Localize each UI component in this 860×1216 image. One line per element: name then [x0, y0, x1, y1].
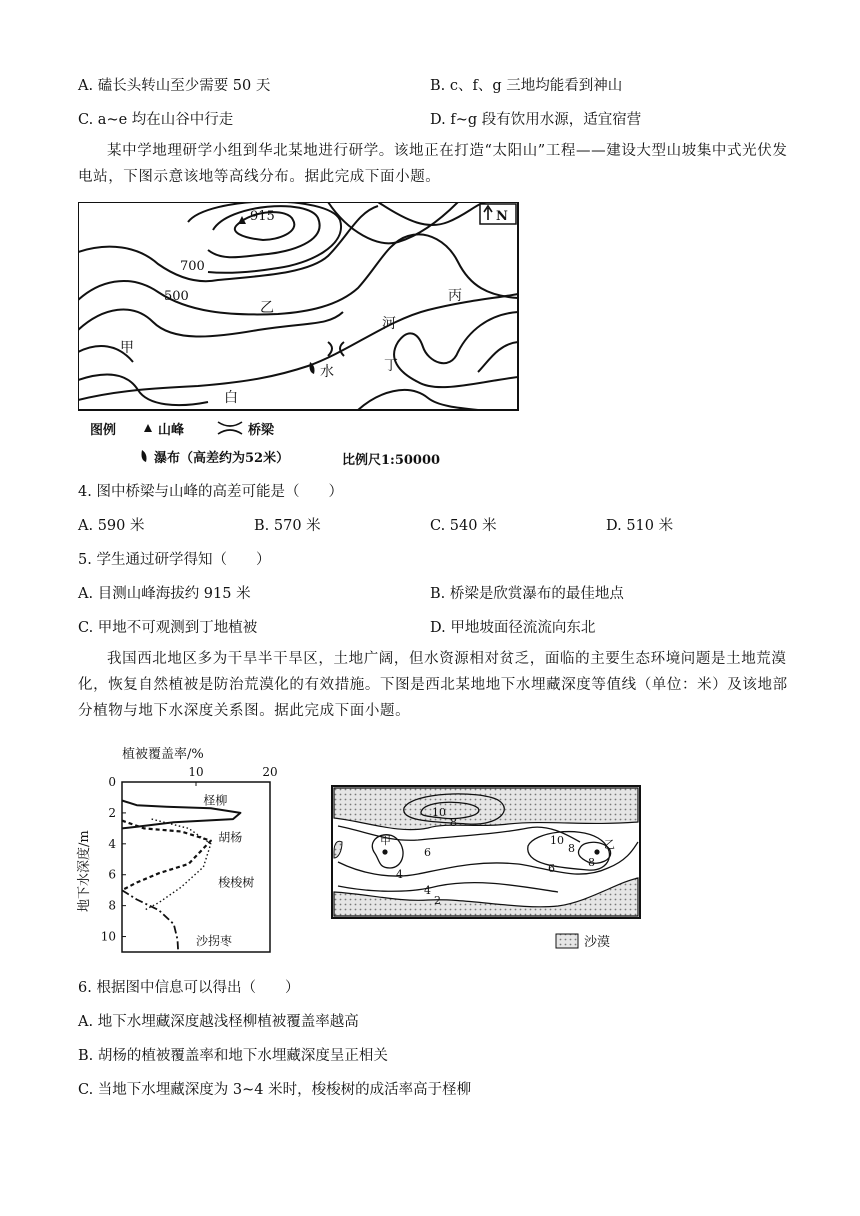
legend-waterfall: 瀑布（高差约为52米）	[154, 451, 290, 466]
vegetation-chart	[74, 742, 284, 956]
series-line	[122, 890, 178, 952]
q5-option-d[interactable]: D. 甲地坡面径流流向东北	[430, 620, 596, 636]
contour-map	[78, 202, 528, 472]
legend-waterfall-icon	[142, 450, 147, 462]
y-tick-label: 0	[108, 775, 116, 789]
q4-option-a[interactable]: A. 590 米	[78, 518, 145, 534]
vegetation-chart-figure	[74, 742, 284, 960]
groundwater-map	[328, 782, 658, 962]
isoline-label: 10	[550, 834, 564, 847]
x-tick-label: 10	[188, 765, 204, 779]
series-label: 胡杨	[218, 830, 243, 845]
intro-paragraph-2: 我国西北地区多为干旱半干旱区，土地广阔，但水资源相对贫乏，面临的主要生态环境问题是土地荒漠化，恢复自然植被是防治荒漠化的有效措施。下图是西北某地地下水埋藏深度等值线（单位：米）及该地部分植物与地下水深度关系图。据此完成下面小题。	[78, 651, 788, 719]
series-label: 柽柳	[203, 793, 228, 808]
contour-map-figure	[78, 202, 528, 476]
point-jia-label: 甲	[380, 834, 391, 847]
q6-option-a[interactable]: A. 地下水埋藏深度越浅柽柳植被覆盖率越高	[78, 1014, 359, 1030]
isoline-label: 8	[568, 842, 575, 855]
option-d[interactable]: D. f~g 段有饮用水源，适宜宿营	[430, 112, 642, 128]
q5-option-c[interactable]: C. 甲地不可观测到丁地植被	[78, 620, 258, 636]
chart-y-label: 地下水深度/m	[77, 830, 92, 912]
legend-desert-label: 沙漠	[584, 935, 611, 950]
point-yi: 乙	[260, 300, 274, 316]
legend-peak: 山峰	[158, 423, 185, 438]
legend-bridge-icon	[218, 422, 242, 434]
point-yi-label: 乙	[604, 838, 615, 851]
isoline-label: 8	[588, 856, 595, 869]
point-yi-dot	[594, 849, 599, 854]
point-bing: 丙	[448, 288, 462, 304]
river-label-he: 河	[382, 316, 396, 332]
intro-paragraph-1: 某中学地理研学小组到华北某地进行研学。该地正在打造“太阳山”工程——建设大型山坡集中式光伏发电站，下图示意该地等高线分布。据此完成下面小题。	[78, 143, 788, 185]
question-4-stem: 4. 图中桥梁与山峰的高差可能是（ ）	[78, 484, 343, 500]
legend-title: 图例	[90, 423, 117, 438]
q6-option-c[interactable]: C. 当地下水埋藏深度为 3~4 米时，梭梭树的成活率高于柽柳	[78, 1082, 472, 1098]
river-label-bai: 白	[224, 390, 238, 406]
x-tick-label: 20	[262, 765, 278, 779]
q5-option-b[interactable]: B. 桥梁是欣赏瀑布的最佳地点	[430, 586, 624, 602]
y-tick-label: 2	[108, 805, 116, 820]
q6-option-b[interactable]: B. 胡杨的植被覆盖率和地下水埋藏深度呈正相关	[78, 1048, 388, 1064]
question-5-stem: 5. 学生通过研学得知（ ）	[78, 552, 271, 568]
point-jia-dot	[382, 849, 387, 854]
point-jia: 甲	[120, 340, 134, 356]
q5-option-a[interactable]: A. 目测山峰海拔约 915 米	[78, 586, 251, 602]
peak-elevation: 915	[250, 209, 275, 224]
legend-peak-icon	[144, 424, 152, 432]
y-tick-label: 10	[100, 929, 116, 944]
series-line	[144, 819, 211, 910]
y-tick-label: 4	[108, 836, 116, 851]
series-label: 沙拐枣	[196, 934, 233, 949]
isoline-label: 10	[432, 806, 446, 819]
chart-x-label: 植被覆盖率/%	[122, 747, 204, 762]
isoline-label: 6	[424, 846, 431, 859]
groundwater-map-figure	[328, 782, 658, 966]
question-6-stem: 6. 根据图中信息可以得出（ ）	[78, 980, 300, 996]
point-ding: 丁	[384, 358, 398, 374]
series-line	[122, 821, 211, 891]
option-c[interactable]: C. a~e 均在山谷中行走	[78, 112, 234, 128]
option-b[interactable]: B. c、f、g 三地均能看到神山	[430, 78, 623, 94]
y-tick-label: 8	[108, 898, 116, 913]
q4-option-c[interactable]: C. 540 米	[430, 518, 497, 534]
map-frame	[78, 202, 518, 410]
y-tick-label: 6	[108, 867, 116, 882]
legend-bridge: 桥梁	[248, 423, 275, 438]
isoline-label: 4	[424, 884, 431, 897]
isoline-label: 4	[396, 868, 403, 881]
isoline-label: 6	[548, 862, 555, 875]
contour-700: 700	[180, 259, 205, 274]
isoline-label: 2	[434, 894, 441, 907]
contour-500: 500	[164, 289, 189, 304]
river-label-shui: 水	[320, 364, 334, 380]
option-a[interactable]: A. 磕长头转山至少需要 50 天	[78, 78, 271, 94]
north-label: N	[496, 209, 508, 224]
legend-desert-swatch	[556, 934, 578, 948]
q4-option-d[interactable]: D. 510 米	[606, 518, 674, 534]
isoline-label: 8	[450, 816, 457, 829]
series-label: 梭梭树	[218, 875, 255, 890]
map-scale: 比例尺1:50000	[342, 453, 441, 468]
q4-option-b[interactable]: B. 570 米	[254, 518, 321, 534]
